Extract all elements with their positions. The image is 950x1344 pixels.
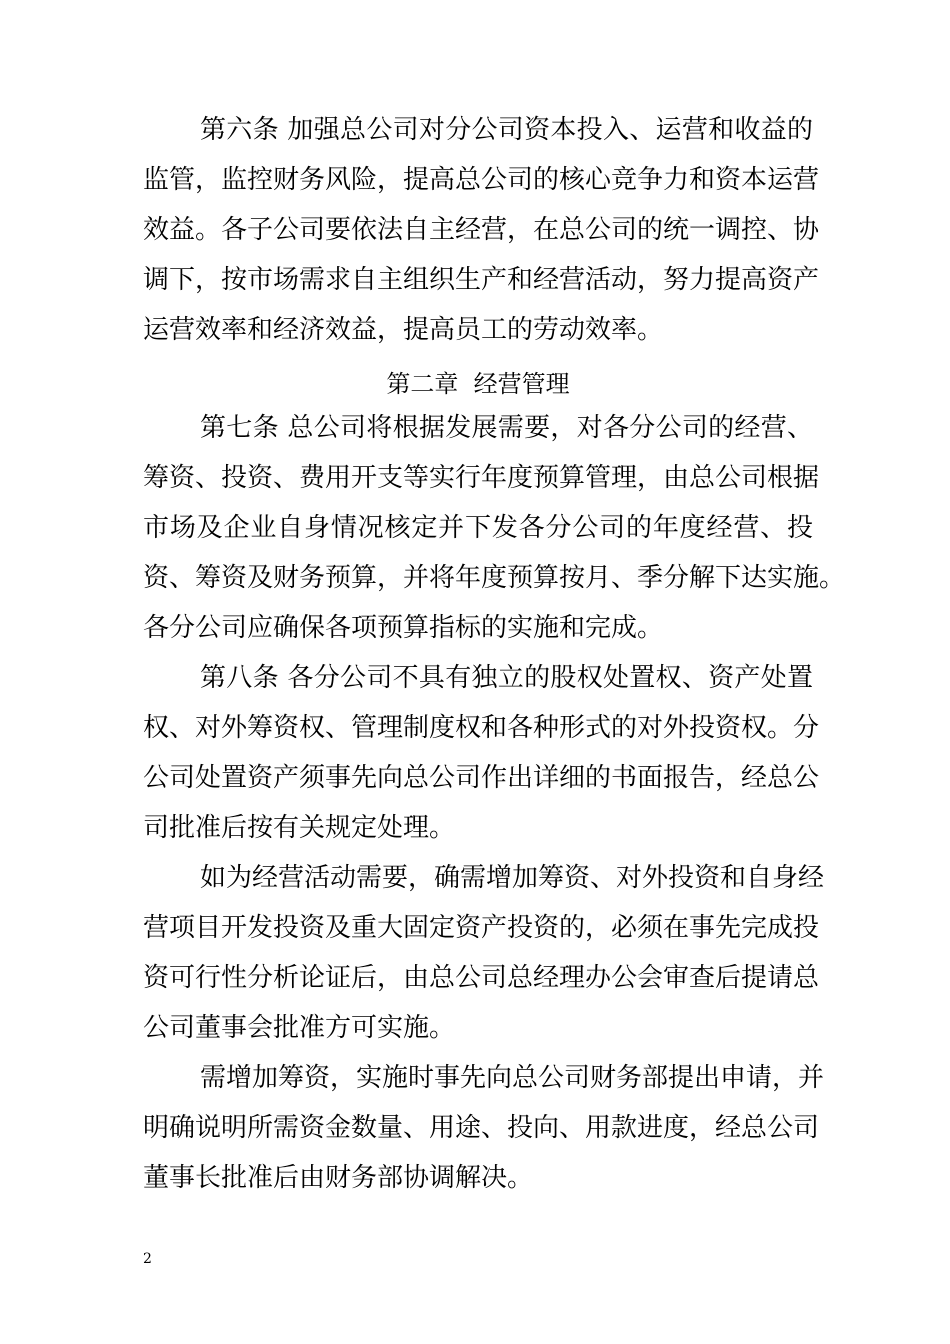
article-7-line-5: 各分公司应确保各项预算指标的实施和完成。 bbox=[143, 613, 664, 643]
article-6-line-3: 效益。各子公司要依法自主经营，在总公司的统一调控、协 bbox=[143, 215, 820, 245]
investment-line-4: 公司董事会批准方可实施。 bbox=[143, 1013, 456, 1043]
financing-line-2: 明确说明所需资金数量、用途、投向、用款进度，经总公司 bbox=[143, 1113, 820, 1143]
article-8-line-2: 权、对外筹资权、管理制度权和各种形式的对外投资权。分 bbox=[143, 713, 820, 743]
financing-line-1: 需增加筹资，实施时事先向总公司财务部提出申请，并 bbox=[200, 1063, 825, 1093]
article-6-line-5: 运营效率和经济效益，提高员工的劳动效率。 bbox=[143, 315, 664, 345]
investment-line-3: 资可行性分析论证后，由总公司总经理办公会审查后提请总 bbox=[143, 963, 820, 993]
article-6-line-1: 第六条 加强总公司对分公司资本投入、运营和收益的 bbox=[200, 115, 813, 145]
investment-line-2: 营项目开发投资及重大固定资产投资的，必须在事先完成投 bbox=[143, 913, 820, 943]
article-7-line-2: 筹资、投资、费用开支等实行年度预算管理，由总公司根据 bbox=[143, 463, 820, 493]
chapter-2-heading: 第二章 经营管理 bbox=[386, 370, 570, 398]
article-7-line-3: 市场及企业自身情况核定并下发各分公司的年度经营、投 bbox=[143, 513, 813, 543]
financing-line-3: 董事长批准后由财务部协调解决。 bbox=[143, 1163, 534, 1193]
investment-line-1: 如为经营活动需要，确需增加筹资、对外投资和自身经 bbox=[200, 863, 825, 893]
article-8-line-1: 第八条 各分公司不具有独立的股权处置权、资产处置 bbox=[200, 663, 813, 693]
article-6-line-2: 监管，监控财务风险，提高总公司的核心竞争力和资本运营 bbox=[143, 165, 820, 195]
article-8-line-4: 司批准后按有关规定处理。 bbox=[143, 813, 456, 843]
article-7-line-4: 资、筹资及财务预算，并将年度预算按月、季分解下达实施。 bbox=[143, 563, 846, 593]
page-number: 2 bbox=[143, 1251, 152, 1267]
article-7-line-1: 第七条 总公司将根据发展需要，对各分公司的经营、 bbox=[200, 413, 813, 443]
article-6-line-4: 调下，按市场需求自主组织生产和经营活动，努力提高资产 bbox=[143, 265, 820, 295]
article-8-line-3: 公司处置资产须事先向总公司作出详细的书面报告，经总公 bbox=[143, 763, 820, 793]
